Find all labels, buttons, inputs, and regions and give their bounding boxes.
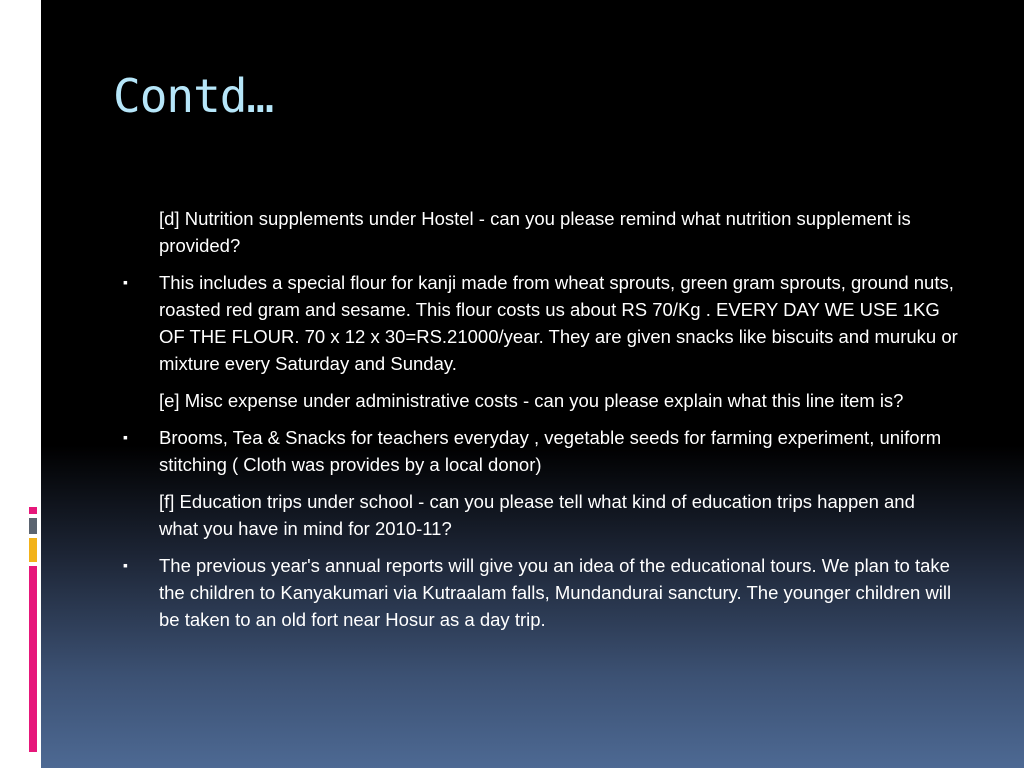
slide-title: Contd…: [113, 69, 274, 123]
answer-bullet-e: ▪ Brooms, Tea & Snacks for teachers everyday , vegetable seeds for farming experiment, uniform stitching ( Cloth was provides by a local donor): [159, 424, 959, 478]
answer-bullet-d: ▪ This includes a special flour for kanji made from wheat sprouts, green gram sprouts, ground nuts, roasted red gram and sesame. This flour costs us about RS 70/Kg . EVERY DAY WE USE 1KG OF THE FLOUR. 70 x 12 x 30=RS.21000/year. They are given snacks like biscuits and muruku or mixture every Saturday and Sunday.: [159, 269, 959, 377]
accent-bar-yellow: [29, 538, 37, 562]
accent-bar-pink-long: [29, 566, 37, 752]
accent-bar-gray: [29, 518, 37, 534]
left-margin-strip: [0, 0, 41, 768]
accent-bar-pink-small: [29, 507, 37, 514]
slide: [41, 0, 1024, 768]
answer-bullet-f: ▪ The previous year's annual reports will give you an idea of the educational tours. We plan to take the children to Kanyakumari via Kutraalam falls, Mundandurai sanctury. The younger children will be taken to an old fort near Hosur as a day trip.: [159, 552, 959, 633]
question-paragraph-e: [e] Misc expense under administrative costs - can you please explain what this line item is?: [159, 390, 904, 411]
slide-body: [159, 205, 959, 643]
question-paragraph-f: [f] Education trips under school - can you please tell what kind of education trips happen and what you have in mind for 2010-11?: [159, 491, 915, 539]
question-paragraph-d: [d] Nutrition supplements under Hostel - can you please remind what nutrition supplement is provided?: [159, 208, 911, 256]
